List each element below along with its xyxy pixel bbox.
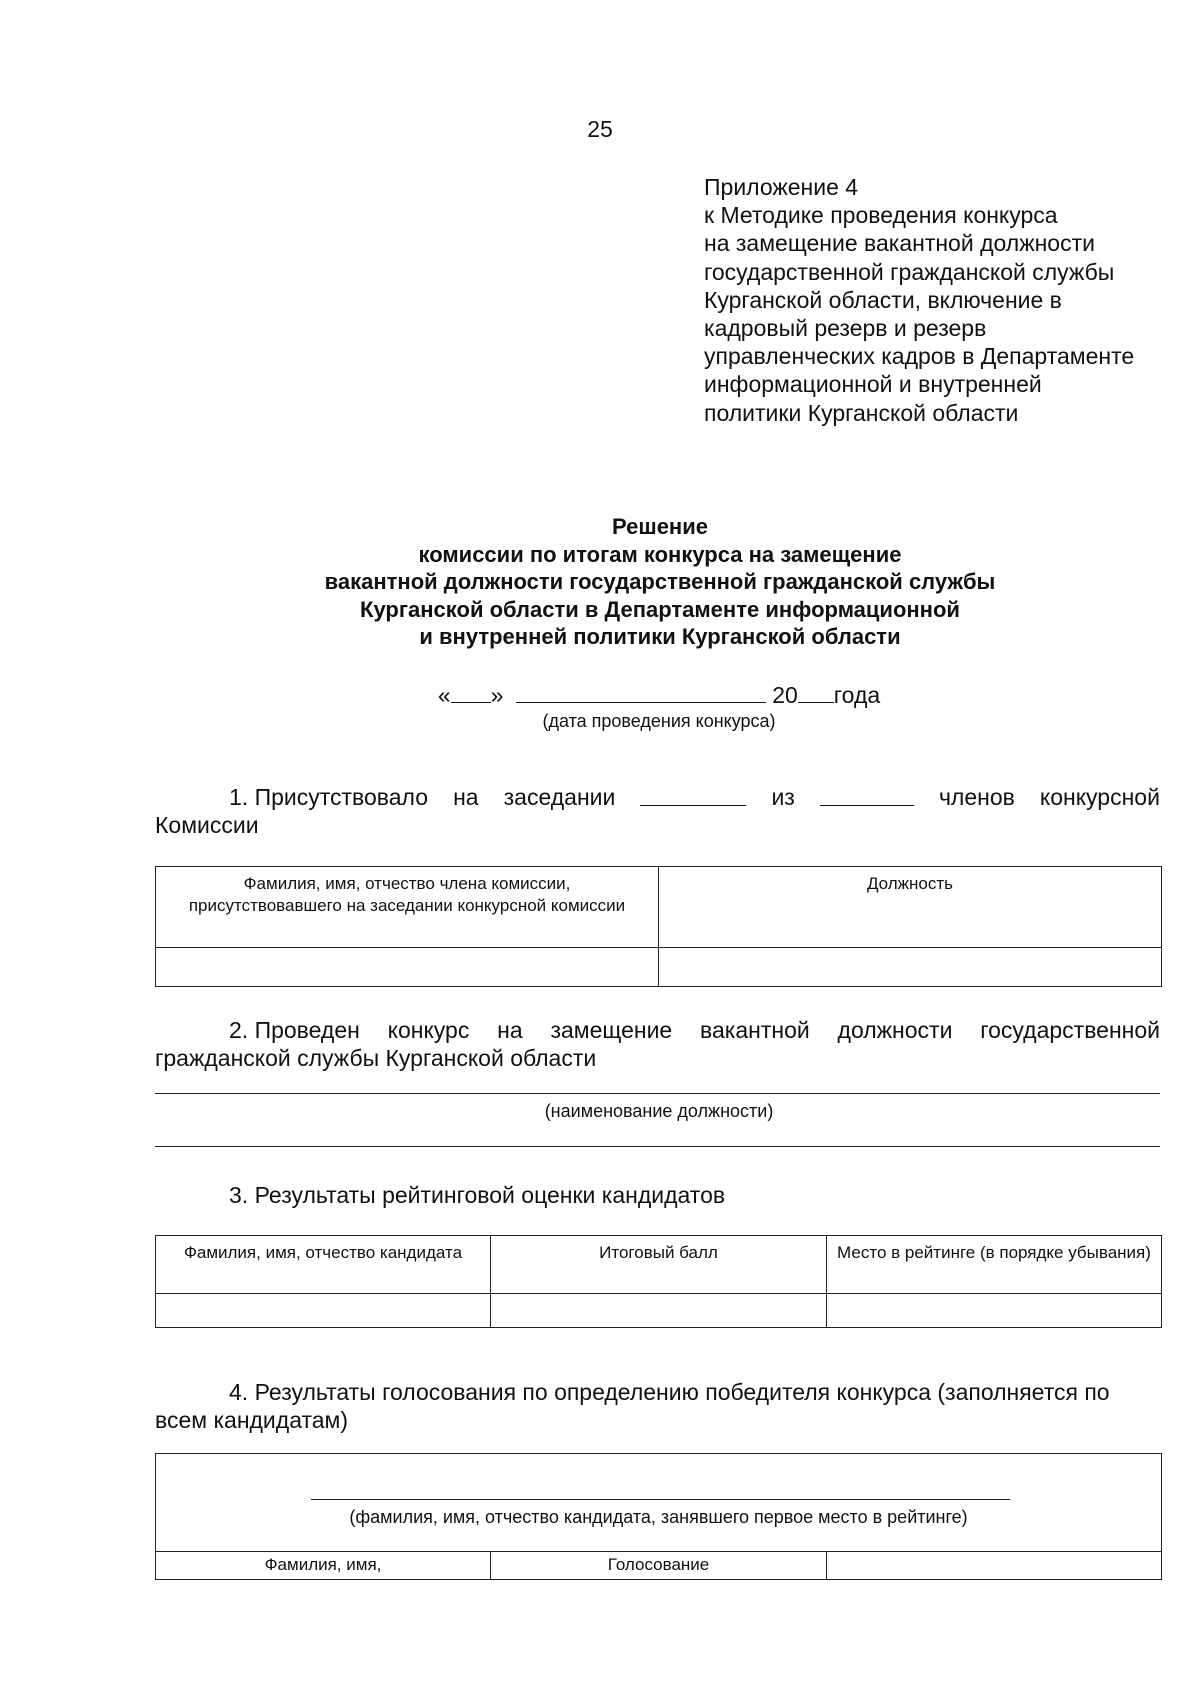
table-header-cell: Итоговый балл bbox=[491, 1236, 827, 1294]
table-cell[interactable] bbox=[156, 948, 659, 987]
appendix-line: кадровый резерв и резерв bbox=[704, 315, 987, 342]
winner-name-line[interactable] bbox=[311, 1499, 1010, 1500]
s2-word: вакантной bbox=[700, 1017, 810, 1043]
year-prefix: 20 bbox=[772, 682, 798, 708]
year-suffix: года bbox=[833, 682, 881, 708]
title-line: и внутренней политики Курганской области bbox=[419, 624, 901, 649]
table-cell[interactable] bbox=[659, 948, 1162, 987]
close-quote: » bbox=[490, 682, 504, 708]
open-quote: « bbox=[437, 682, 451, 708]
appendix-line: Приложение 4 bbox=[704, 174, 859, 200]
title-heading: Решение bbox=[612, 514, 708, 539]
s2-word: 2. Проведен bbox=[229, 1017, 360, 1043]
s2-word: конкурс bbox=[387, 1017, 470, 1043]
s4-line1: 4. Результаты голосования по определению победителя конкурса (заполняется по bbox=[229, 1379, 1110, 1405]
table-header-cell: Место в рейтинге (в порядке убывания) bbox=[827, 1236, 1162, 1294]
appendix-line: политики Курганской области bbox=[704, 399, 1019, 426]
position-name-line-2[interactable] bbox=[155, 1146, 1160, 1147]
position-caption: (наименование должности) bbox=[544, 1101, 774, 1121]
table-header-cell: Должность bbox=[659, 867, 1162, 948]
s2-word: должности bbox=[837, 1017, 953, 1043]
appendix-line: информационной и внутренней bbox=[704, 371, 1042, 398]
title-line: комиссии по итогам конкурса на замещение bbox=[418, 541, 902, 567]
rating-results-table bbox=[155, 1235, 1162, 1328]
page-number: 25 bbox=[587, 116, 613, 142]
s1-word: 1. Присутствовало bbox=[229, 784, 429, 810]
appendix-line: Курганской области, включение в bbox=[704, 286, 1062, 313]
appendix-line: управленческих кадров в Департаменте bbox=[704, 343, 1135, 370]
section3-heading: 3. Результаты рейтинговой оценки кандидатов bbox=[229, 1182, 726, 1208]
s4-line2: всем кандидатам) bbox=[155, 1407, 349, 1433]
title-line: Курганской области в Департаменте информационной bbox=[360, 596, 960, 622]
table-cell[interactable] bbox=[491, 1294, 827, 1328]
date-caption: (дата проведения конкурса) bbox=[542, 711, 776, 731]
table-header-cell: Голосование bbox=[491, 1552, 827, 1580]
s1-word: на bbox=[453, 784, 479, 810]
s1-word: членов bbox=[938, 784, 1015, 810]
s1-word: конкурсной bbox=[1039, 784, 1160, 810]
voting-box bbox=[155, 1453, 1162, 1552]
document-title bbox=[150, 513, 1170, 651]
table-cell[interactable] bbox=[156, 1294, 491, 1328]
s1-word: заседании bbox=[503, 784, 616, 810]
table-cell[interactable] bbox=[827, 1294, 1162, 1328]
s1-line2: Комиссии bbox=[155, 812, 259, 838]
table-header-cell: Фамилия, имя, отчество члена комиссии, присутствовавшего на заседании конкурсной комиссии bbox=[156, 867, 659, 948]
title-line: вакантной должности государственной гражданской службы bbox=[324, 569, 996, 594]
s2-word: государственной bbox=[980, 1017, 1160, 1043]
table-header-cell bbox=[827, 1552, 1162, 1580]
s2-line2: гражданской службы Курганской области bbox=[155, 1045, 597, 1071]
date-line bbox=[0, 680, 1200, 709]
year-blank[interactable] bbox=[798, 680, 834, 703]
section1-text bbox=[155, 783, 1160, 839]
present-count-blank[interactable] bbox=[640, 783, 746, 806]
appendix-line: государственной гражданской службы bbox=[704, 258, 1115, 285]
total-count-blank[interactable] bbox=[820, 783, 914, 806]
voting-table bbox=[155, 1551, 1162, 1580]
s2-word: замещение bbox=[550, 1017, 673, 1043]
s2-word: на bbox=[497, 1017, 523, 1043]
commission-members-table bbox=[155, 866, 1162, 987]
section2-text bbox=[155, 1016, 1160, 1072]
month-blank[interactable] bbox=[516, 680, 766, 703]
section4-text bbox=[155, 1378, 1160, 1434]
table-header-cell: Фамилия, имя, bbox=[156, 1552, 491, 1580]
s1-word: из bbox=[771, 784, 795, 810]
position-name-line[interactable] bbox=[155, 1093, 1160, 1094]
appendix-line: на замещение вакантной должности bbox=[704, 230, 1095, 257]
appendix-line: к Методике проведения конкурса bbox=[704, 202, 1058, 229]
winner-caption: (фамилия, имя, отчество кандидата, занявшего первое место в рейтинге) bbox=[349, 1507, 968, 1527]
table-header-cell: Фамилия, имя, отчество кандидата bbox=[156, 1236, 491, 1294]
day-blank[interactable] bbox=[451, 680, 491, 703]
appendix-reference bbox=[704, 173, 1174, 427]
